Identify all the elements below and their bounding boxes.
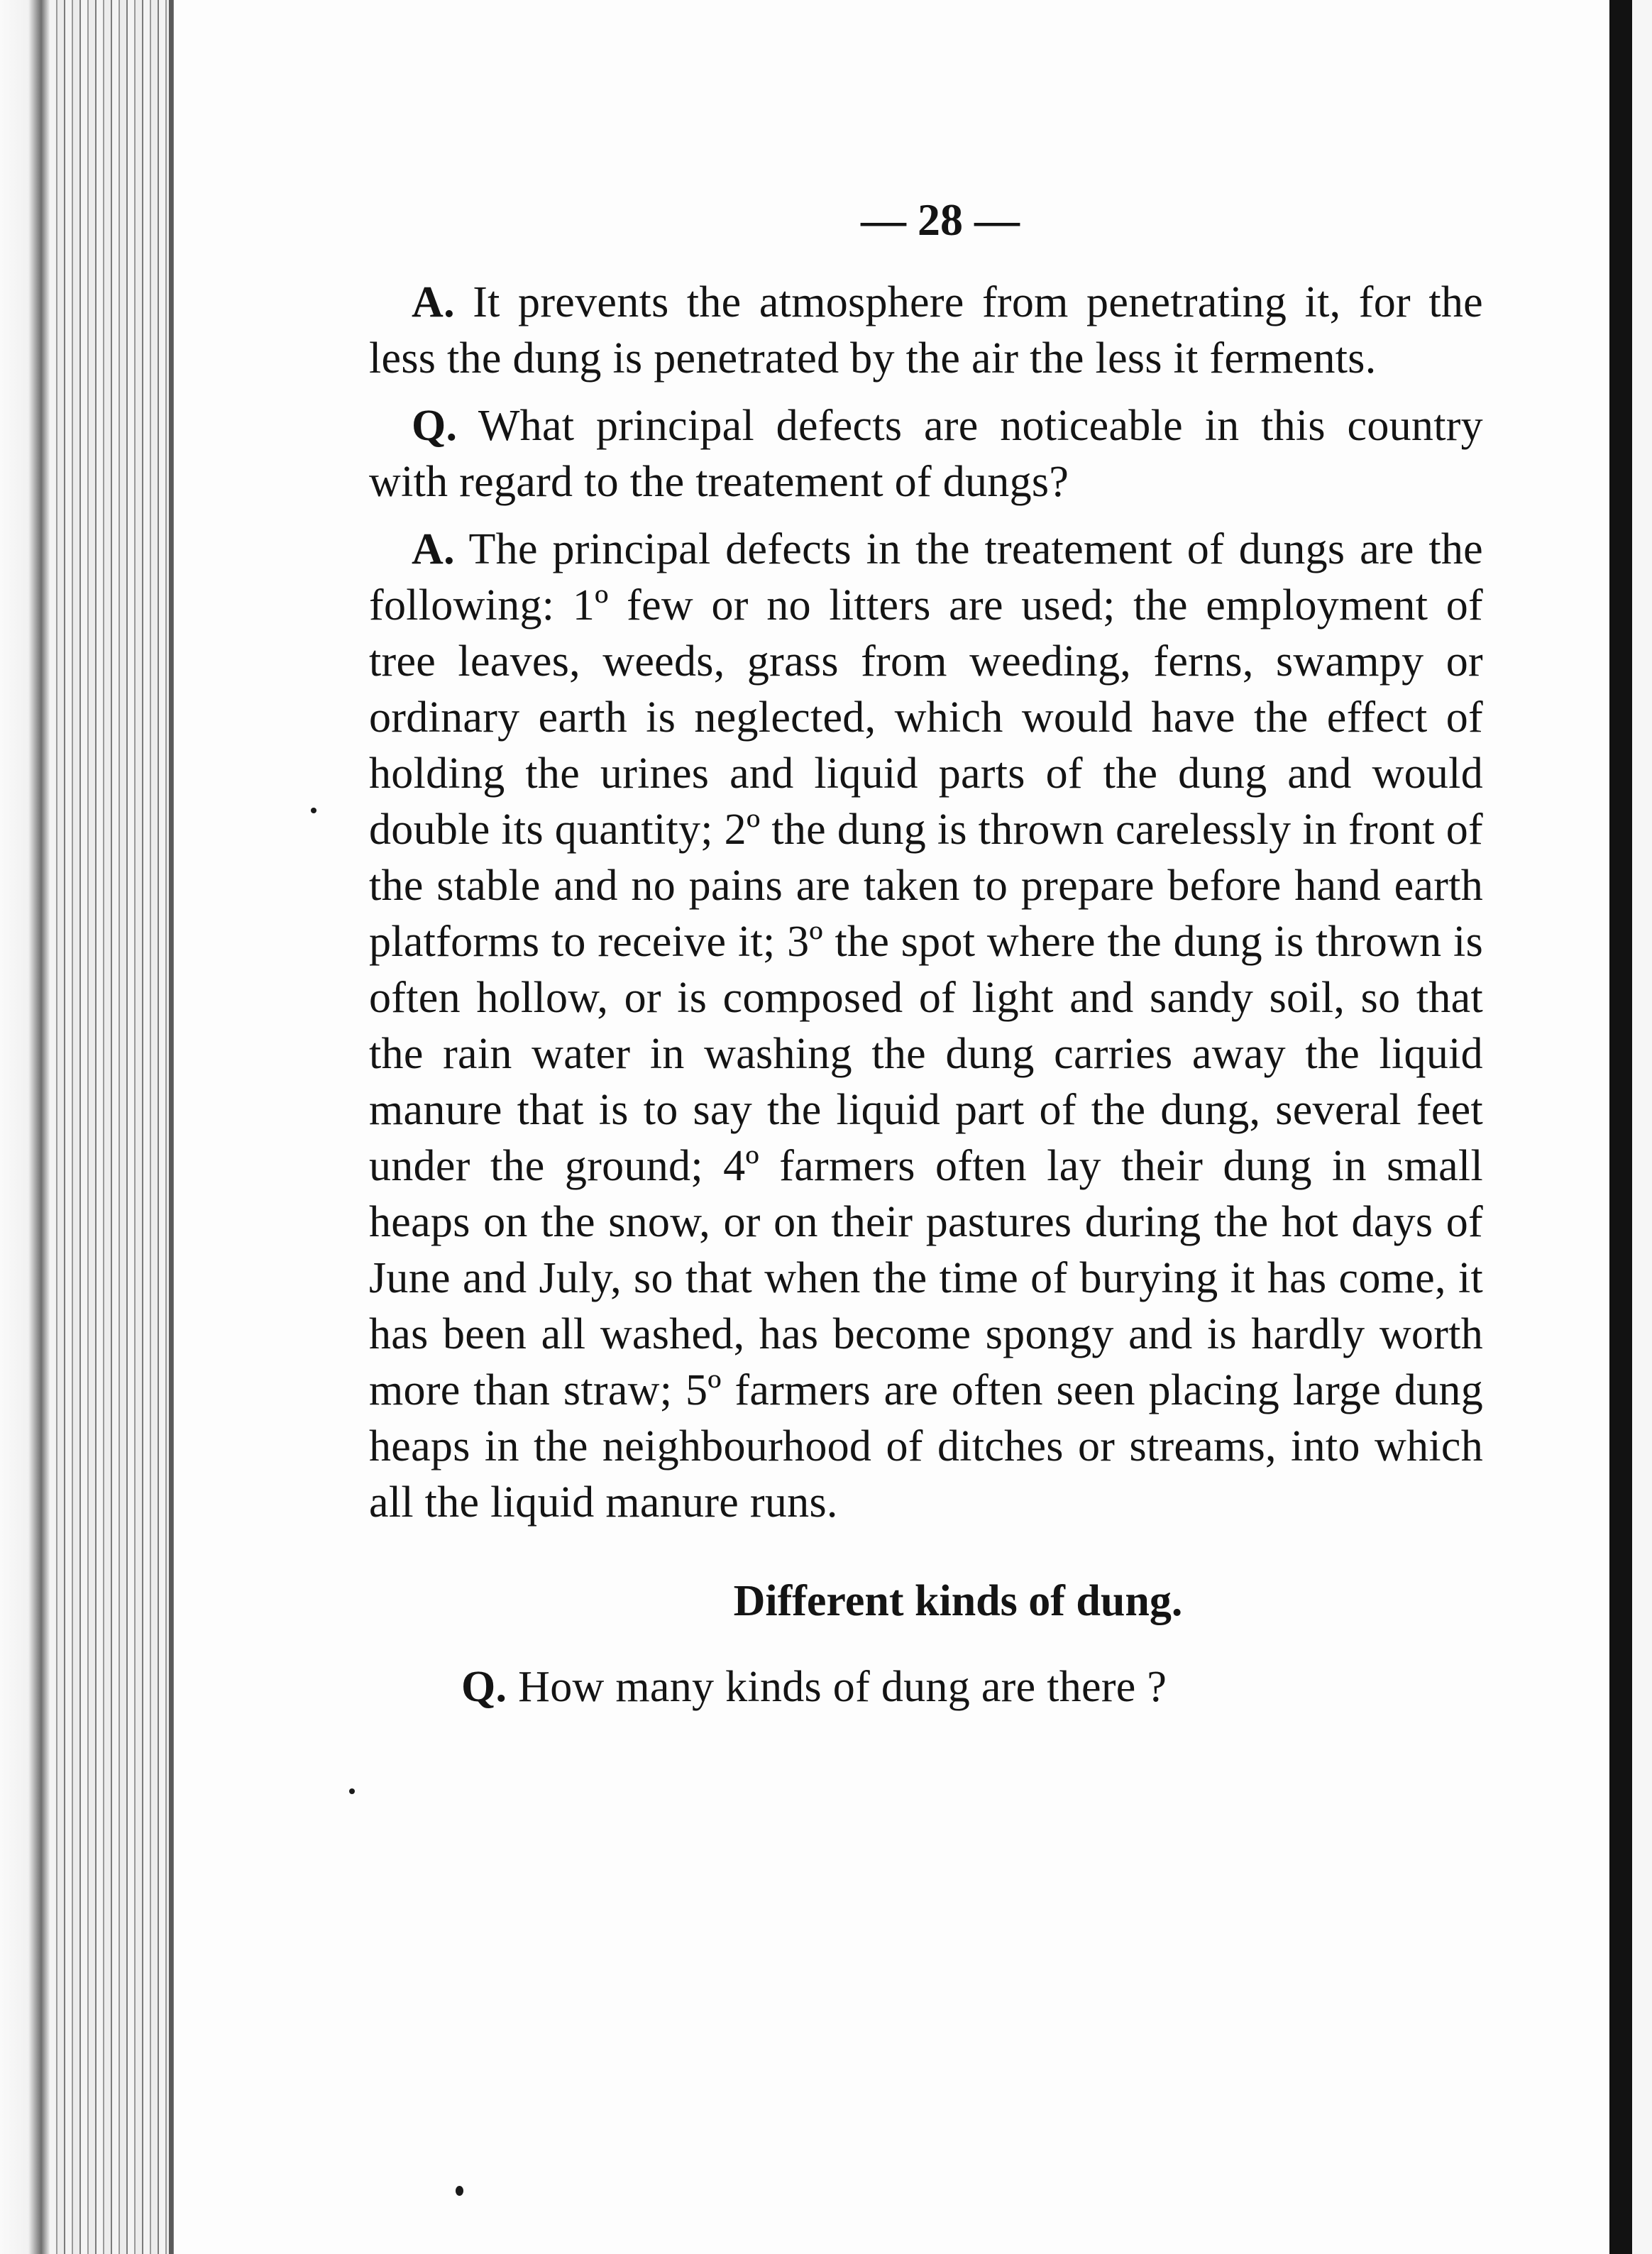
page-fold-line xyxy=(169,0,173,2254)
answer-paragraph xyxy=(369,275,1483,387)
answer-marker: A. xyxy=(412,278,455,326)
page-number: — 28 — xyxy=(861,194,1020,245)
question-marker: Q. xyxy=(412,402,458,450)
right-margin xyxy=(1632,0,1652,2254)
paragraph-text: What principal defects are noticeable in this country with regard to the treatement of dungs? xyxy=(369,402,1483,506)
answer-marker: A. xyxy=(412,525,455,573)
answer-paragraph xyxy=(369,522,1483,1531)
page-text-block xyxy=(369,192,1483,1727)
question-paragraph xyxy=(369,1659,1483,1715)
binding-strip xyxy=(1609,0,1632,2254)
paragraph-text: It prevents the atmosphere from penetrating it, for the less the dung is penetrated by the air the less it ferments. xyxy=(369,278,1483,383)
ink-speck xyxy=(311,808,316,813)
question-marker: Q. xyxy=(461,1663,507,1711)
stacked-page-edges xyxy=(50,0,174,2254)
book-edge-shadow xyxy=(0,0,50,2254)
question-paragraph xyxy=(369,398,1483,510)
paragraph-text: How many kinds of dung are there ? xyxy=(518,1663,1167,1711)
section-heading: Different kinds of dung. xyxy=(733,1577,1183,1625)
ink-speck xyxy=(456,2186,463,2196)
ink-speck xyxy=(349,1788,355,1794)
paragraph-text: The principal defects in the treatement of dungs are the following: 1º few or no litters are used; the employment of tree leaves, weeds, grass from weeding, ferns, swampy or ordinary earth is neglected, which would have the effect of holding the urines and liquid parts of the dung and would double its quantity; 2º the dung is thrown carelessly in front of the stable and no pains are taken to prepare before hand earth platforms to receive it; 3º the spot where the dung is thrown is often hollow, or is composed of light and sandy soil, so that the rain water in washing the dung carries away the liquid manure that is to say the liquid part of the dung, several feet under the ground; 4º farmers often lay their dung in small heaps on the snow, or on their pastures during the hot days of June and July, so that when the time of burying it has come, it has been all washed, has become spongy and is hardly worth more than straw; 5º farmers are often seen placing large dung heaps in the neighbourhood of ditches or streams, into which all the liquid manure runs. xyxy=(369,525,1483,1527)
